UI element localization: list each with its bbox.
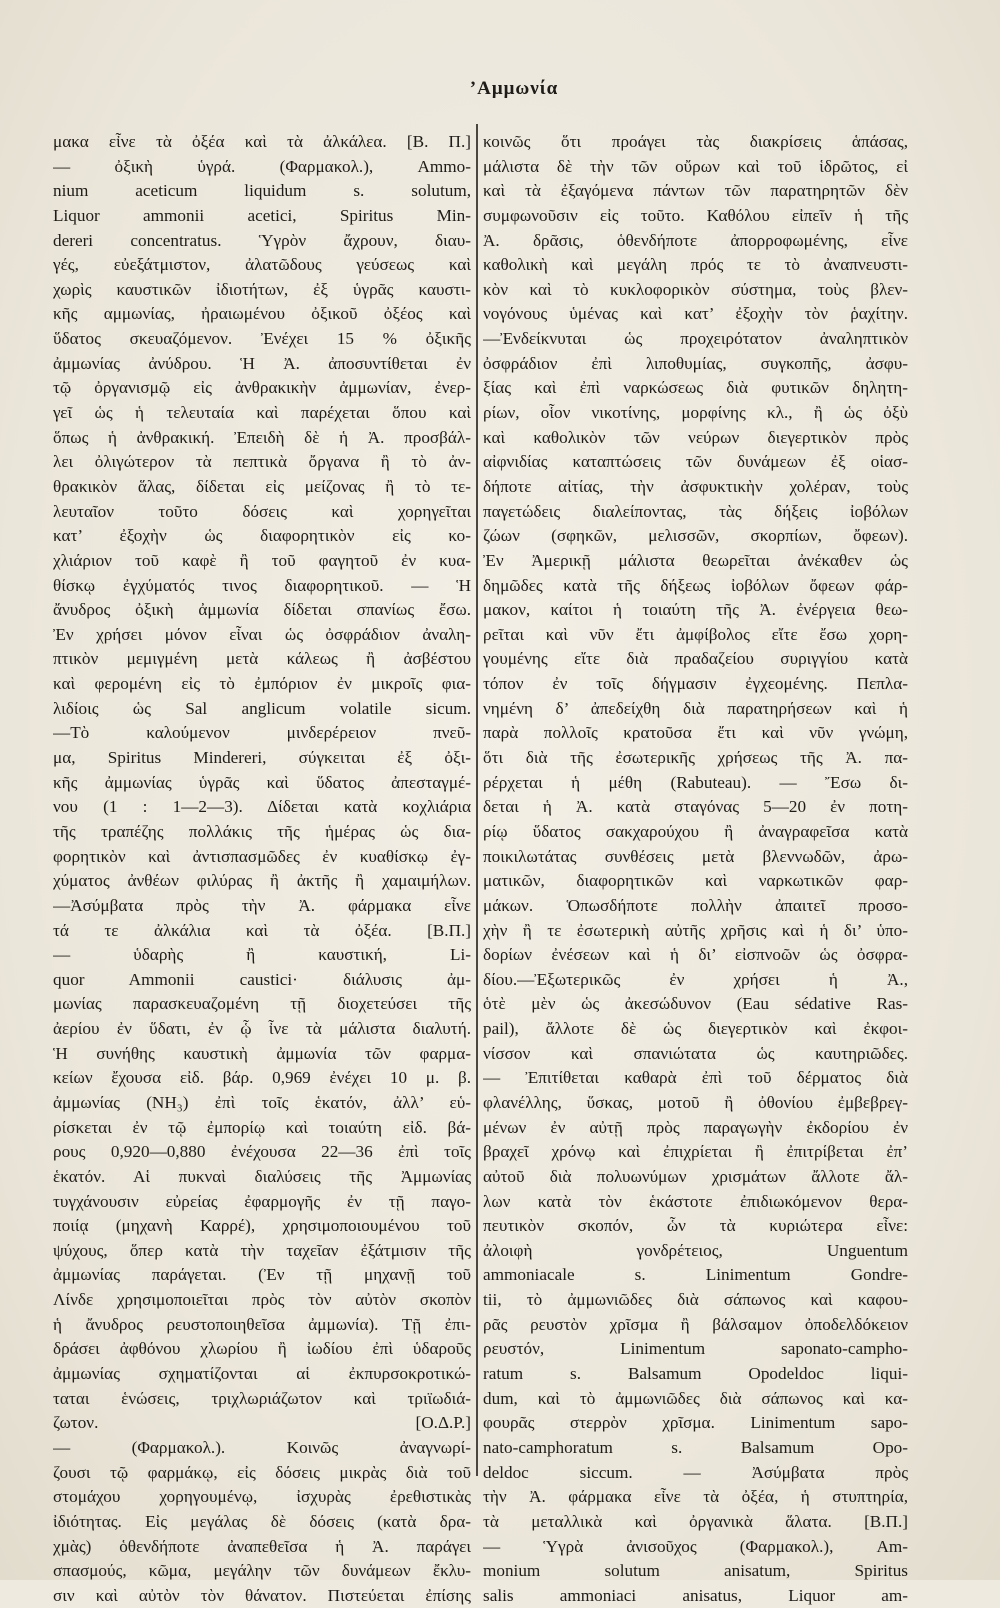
text-line: Ἐν Ἀμερικῇ μάλιστα θεωρεῖται ἀνέκαθεν ὡς	[483, 550, 908, 570]
text-line: nium aceticum liquidum s. solutum,	[53, 181, 471, 201]
text-line: ταται ἑνώσεις, τριχλωριάζωτον καὶ τριϊωδιά-	[53, 1388, 471, 1408]
text-line: στομάχου χορηγουμένῳ, ἰσχυρὰς ἐρεθιστικὰς	[53, 1487, 471, 1507]
text-line: dum, καὶ τὸ ἀμμωνιῶδες διὰ σάπωνος καὶ κα-	[483, 1388, 908, 1408]
text-line: ματικῶν, διαφορητικῶν καὶ ναρκωτικῶν φαρ-	[483, 871, 908, 891]
text-line: χλιάριον τοῦ καφὲ ἢ τοῦ φαγητοῦ ἐν κυα-	[53, 550, 471, 570]
text-line: βραχεῖ χρόνῳ καὶ ἐπιχρίεται ἢ ἐπιτρίβεται ἐπ’	[483, 1142, 908, 1162]
text-line: πευτικὸν σκοπόν, ὧν τὰ κυριώτερα εἶνε:	[483, 1216, 908, 1236]
text-line: ἀμμωνίας σχηματίζονται αἱ ἐκπυρσοκροτικώ-	[53, 1364, 471, 1384]
text-line: μένων ἐν αὐτῇ πρὸς παραγωγὴν ἐκδορίου ἐν	[483, 1117, 908, 1137]
text-line: —Τὸ καλούμενον μινδερέρειον πνεῦ-	[53, 723, 471, 743]
text-line: — Ὑγρὰ ἀνισοῦχος (Φαρμακολ.), Am-	[483, 1536, 908, 1556]
text-line: ἀερίου ἐν ὕδατι, ἐν ᾧ ἶνε τὰ μάλιστα διαλυτή.	[53, 1019, 471, 1039]
text-line: ρεῖται καὶ νῦν ἔτι ἀμφίβολος εἴτε ἔσω χορη-	[483, 624, 908, 644]
text-line: Ἐν χρήσει μόνον εἶναι ὡς ὀσφράδιον ἀναλη-	[53, 624, 471, 644]
text-line: ρους 0,920—0,880 ἐνέχουσα 22—36 ἐπὶ τοῖς	[53, 1142, 471, 1162]
text-line: καὶ τὰ ἐξαγόμενα πάντων τῶν παρατηρητῶν δὲν	[483, 181, 908, 201]
text-line: τῷ ὀργανισμῷ εἰς ἀνθρακικὴν ἀμμωνίαν, ἐνερ-	[53, 378, 471, 398]
text-line: ἑκατόν. Αἱ πυκναὶ διαλύσεις τῆς Ἀμμωνίας	[53, 1166, 471, 1186]
text-line: παρὰ πολλοῖς κρατοῦσα ἔτι καὶ νῦν γνώμη,	[483, 723, 908, 743]
text-line: χὴν ἢ τε ἐσωτερικὴ αὐτῆς χρῆσις καὶ ἡ δι’ ὑπο-	[483, 920, 908, 940]
text-line: — ὑδαρὴς ἢ καυστική, Li-	[53, 945, 471, 965]
text-line: γεῖ ὡς ἡ τελευταία καὶ παρέχεται ὅπου καὶ	[53, 403, 471, 423]
text-line: καθολικὴ καὶ μεγάλη πρός τε τὸ ἀναπνευστι-	[483, 255, 908, 275]
text-line: κείων ἔχουσα εἰδ. βάρ. 0,969 ἐνέχει 10 μ. β.	[53, 1068, 471, 1088]
text-line: λων κατὰ τὸν ἑκάστοτε ἐπιδιωκόμενον θερα-	[483, 1191, 908, 1211]
page-header	[0, 78, 1000, 100]
text-line: nato-camphoratum s. Balsamum Opo-	[483, 1437, 908, 1457]
text-line: λει ὀλιγώτερον τὰ πεπτικὰ ὄργανα ἢ τὸ ἀν-	[53, 452, 471, 472]
text-line: deldoc siccum. — Ἀσύμβατα πρὸς	[483, 1462, 908, 1482]
text-line: κατ’ ἐξοχὴν ὡς διαφορητικὸν εἰς κο-	[53, 526, 471, 546]
text-line: χύματος ἀνθέων φιλύρας ἢ ἀκτῆς ἢ χαμαιμήλων.	[53, 871, 471, 891]
text-line: quor Ammonii caustici· διάλυσις ἀμ-	[53, 969, 471, 989]
text-line: φουρᾶς στερρὸν χρῖσμα. Linimentum sapo-	[483, 1413, 908, 1433]
text-line: δορίων ἐνέσεων καὶ ἡ δι’ εἰσπνοῶν ὡς ὀσφρα-	[483, 945, 908, 965]
text-line: ζουσι τῷ φαρμάκῳ, εἰς δόσεις μικρὰς διὰ τοῦ	[53, 1462, 471, 1482]
text-line: συμφωνοῦσιν εἰς τοῦτο. Καθόλου εἰπεῖν ἡ τῆς	[483, 205, 908, 225]
text-line: θρακικὸν ἅλας, δίδεται εἰς μείζονας ἢ τὸ τε-	[53, 476, 471, 496]
text-line: ἄνυδρος ὀξικὴ ἀμμωνία δίδεται σπανίως ἔσω.	[53, 600, 471, 620]
text-line: ξίας καὶ ἐπὶ ναρκώσεως διὰ φυτικῶν δηλητη-	[483, 378, 908, 398]
text-line: μάλιστα δὲ τὴν τῶν οὔρων καὶ τοῦ ἱδρῶτος, εἰ	[483, 156, 908, 176]
text-line: ἡ ἄνυδρος ρευστοποιηθεῖσα ἀμμωνία). Τῇ ἐπι-	[53, 1314, 471, 1334]
text-line: tii, τὸ ἀμμωνιῶδες διὰ σάπωνος καὶ καφου-	[483, 1290, 908, 1310]
text-line: μα, Spiritus Mindereri, σύγκειται ἐξ ὀξι-	[53, 748, 471, 768]
left-column	[53, 130, 471, 1608]
text-line: ποικιλωτάτας συνθέσεις μετὰ βλεννωδῶν, ἀρω-	[483, 846, 908, 866]
text-line: μακον, καίτοι ἡ τοιαύτη τῆς Ἀ. ἐνέργεια θεω-	[483, 600, 908, 620]
text-line: γουμένης εἴτε διὰ πραδαζείου συριγγίου κατὰ	[483, 649, 908, 669]
text-line: ζωτον. [Ο.Δ.Ρ.]	[53, 1413, 471, 1433]
text-line: ζώων (σφηκῶν, μελισσῶν, σκορπίων, ὄφεων).	[483, 526, 908, 546]
running-head-title: ’Αμμωνία	[469, 78, 559, 99]
text-line: Liquor ammonii acetici, Spiritus Min-	[53, 205, 471, 225]
text-line: ἀμμωνίας παράγεται. (Ἐν τῇ μηχανῇ τοῦ	[53, 1265, 471, 1285]
text-line: ψύχους, ὅπερ κατὰ τὴν ταχεῖαν ἐξάτμισιν τῆς	[53, 1240, 471, 1260]
text-line: δημῶδες κατὰ τῆς δήξεως ἰοβόλων ὄφεων φάρ-	[483, 575, 908, 595]
text-line: ratum s. Balsamum Opodeldoc liqui-	[483, 1364, 908, 1384]
text-line: τόπον ἐν τοῖς δήγμασιν ἐγχεομένης. Πεπλα-	[483, 674, 908, 694]
text-line: λευταῖον τοῦτο δόσεις καὶ χορηγεῖται	[53, 501, 471, 521]
text-line: Λίνδε χρησιμοποιεῖται πρὸς τὸν αὐτὸν σκοπὸν	[53, 1290, 471, 1310]
text-line: κοινῶς ὅτι προάγει τὰς διακρίσεις ἁπάσας,	[483, 132, 908, 151]
text-line: Ἡ συνήθης καυστικὴ ἀμμωνία τῶν φαρμα-	[53, 1043, 471, 1063]
text-line: χωρὶς καυστικῶν ἰδιοτήτων, ἐξ ὑγρᾶς καυστι-	[53, 279, 471, 299]
text-line: dereri concentratus. Ὑγρὸν ἄχρουν, διαυ-	[53, 230, 471, 250]
text-line: νου (1 : 1—2—3). Δίδεται κατὰ κοχλιάρια	[53, 797, 471, 817]
text-line: ρέρχεται ἡ μέθη (Rabuteau). — Ἔσω δι-	[483, 772, 908, 792]
text-line: ammoniacale s. Linimentum Gondre-	[483, 1265, 908, 1285]
text-line: ποιίᾳ (μηχανὴ Καρρέ), χρησιμοποιουμένου τοῦ	[53, 1216, 471, 1236]
text-line: τὰ μεταλλικὰ καὶ ὀργανικὰ ἅλατα. [Β.Π.]	[483, 1511, 908, 1531]
text-line: ἀμμωνίας (NH₃) ἐπὶ τοῖς ἑκατόν, ἀλλ’ εὑ-	[53, 1092, 471, 1112]
text-line: ὅπως ἡ ἀνθρακική. Ἐπειδὴ δὲ ἡ Ἀ. προσβάλ-	[53, 427, 471, 447]
text-line: θίσκῳ ἐγχύματός τινος διαφορητικοῦ. — Ἡ	[53, 575, 471, 595]
text-line: ὕδατος σκευαζόμενον. Ἐνέχει 15 % ὀξικῆς	[53, 329, 471, 349]
text-line: νίσσον καὶ σπανιώτατα ὡς καυτηριῶδες.	[483, 1043, 908, 1063]
text-line: ρᾶς ρευστὸν χρῖσμα ἢ βάλσαμον ὀποδελδόκειον	[483, 1314, 908, 1334]
text-line: ρίῳ ὕδατος σακχαρούχου ἢ ἀναγραφεῖσα κατὰ	[483, 821, 908, 841]
text-line: ἀλοιφὴ γονδρέτειος, Unguentum	[483, 1240, 908, 1260]
text-line: λιδίοις ὡς Sal anglicum volatile sicum.	[53, 698, 471, 718]
text-line: — ὀξικὴ ὑγρά. (Φαρμακολ.), Ammo-	[53, 156, 471, 176]
text-line: κὸν καὶ τὸ κυκλοφορικὸν σύστημα, τοὺς βλεν-	[483, 279, 908, 299]
text-line: Ἀ. δρᾶσις, ὁθενδήποτε ἀπορροφωμένης, εἶνε	[483, 230, 908, 250]
text-line: φορητικὸν καὶ ἀντισπασμῶδες ἐν κυαθίσκῳ ἐγ-	[53, 846, 471, 866]
text-line: τῆς τραπέζης πολλάκις τῆς ἡμέρας ὡς δια-	[53, 821, 471, 841]
text-line: χμὰς) ὁθενδήποτε ἀναπεθεῖσα ἡ Ἀ. παράγει	[53, 1536, 471, 1556]
text-line: μωνίας παρασκευαζομένη τῇ διοχετεύσει τῆς	[53, 994, 471, 1014]
text-line: ὀσφράδιον ἐπὶ λιποθυμίας, συγκοπῆς, ἀσφυ-	[483, 353, 908, 373]
text-line: αὐτοῦ διὰ πολυωνύμων χρισμάτων ἄλλοτε ἄλ-	[483, 1166, 908, 1186]
column-divider	[476, 124, 478, 1476]
text-line: καὶ φερομένη εἰς τὸ ἐμπόριον ἐν μικροῖς φια-	[53, 674, 471, 694]
text-line: νογόνους ὑμένας καὶ κατ’ ἐξοχὴν τὸν ῥαχίτην.	[483, 304, 908, 324]
text-line: ἰδιότητας. Εἰς μεγάλας δὲ δόσεις (κατὰ δρα-	[53, 1511, 471, 1531]
text-line: δράσει ἀφθόνου χλωρίου ἢ ἰωδίου ἐπὶ ὑδαροῦς	[53, 1339, 471, 1359]
text-line: pail), ἄλλοτε δὲ ὡς διεγερτικὸν καὶ ἐκφοι-	[483, 1019, 908, 1039]
text-line: αἰφνιδίας καταπτώσεις τῶν δυνάμεων ἐξ οἱασ-	[483, 452, 908, 472]
text-line: ρίσκεται ἐν τῷ ἐμπορίῳ καὶ τοιαύτη εἰδ. βά-	[53, 1117, 471, 1137]
text-line: σπασμούς, κῶμα, μεγάλην τῶν δυνάμεων ἔκλυ-	[53, 1561, 471, 1581]
text-line: ρίων, οἷον νικοτίνης, μορφίνης κλ., ἢ ὡς ὀξὺ	[483, 403, 908, 423]
text-line: κῆς ἀμμωνίας ὑγρᾶς καὶ ὕδατος ἀπεσταγμέ-	[53, 772, 471, 792]
text-line: γές, εὐεξάτμιστον, ἀλατῶδους γεύσεως καὶ	[53, 255, 471, 275]
text-line: salis ammoniaci anisatus, Liquor am-	[483, 1585, 908, 1605]
text-line: καὶ καθολικὸν τῶν νεύρων διεγερτικὸν πρὸς	[483, 427, 908, 447]
text-line: ὁτὲ μὲν ὡς ἀκεσώδυνον (Eau sédative Ras-	[483, 994, 908, 1014]
text-line: τά τε ἀλκάλια καὶ τὰ ὀξέα. [Β.Π.]	[53, 920, 471, 940]
text-line: — (Φαρμακολ.). Κοινῶς ἀναγνωρί-	[53, 1437, 471, 1457]
text-line: ὅτι διὰ τῆς ἐσωτερικῆς χρήσεως τῆς Ἀ. πα-	[483, 748, 908, 768]
text-line: —Ἐνδείκνυται ὡς προχειρότατον ἀναληπτικὸν	[483, 329, 908, 349]
text-line: δεται ἡ Ἀ. κατὰ σταγόνας 5—20 ἐν ποτη-	[483, 797, 908, 817]
text-line: ρευστόν, Linimentum saponato-campho-	[483, 1339, 908, 1359]
text-line: τυγχάνουσιν εὐρείας ἐφαρμογῆς ἐν τῇ παγο-	[53, 1191, 471, 1211]
text-line: μάκων. Ὁπωσδήποτε πολλὴν ἀπαιτεῖ προσο-	[483, 895, 908, 915]
text-line: δήποτε αἰτίας, τὴν ἀσφυκτικὴν χολέραν, τοὺς	[483, 476, 908, 496]
text-line: τὴν Ἀ. φάρμακα εἶνε τὰ ὀξέα, ἡ στυπτηρία,	[483, 1487, 908, 1507]
text-line: — Ἐπιτίθεται καθαρὰ ἐπὶ τοῦ δέρματος διὰ	[483, 1068, 908, 1088]
text-line: —Ἀσύμβατα πρὸς τὴν Ἀ. φάρμακα εἶνε	[53, 895, 471, 915]
right-column	[483, 130, 908, 1608]
text-line: κῆς αμμωνίας, ἠραιωμένου ὀξικοῦ ὀξέος καὶ	[53, 304, 471, 324]
text-line: ἀμμωνίας ἀνύδρου. Ἡ Ἀ. ἀποσυντίθεται ἐν	[53, 353, 471, 373]
text-line: νημένη δ’ ἀπεδείχθη διὰ παρατηρήσεων καὶ ἡ	[483, 698, 908, 718]
text-line: σιν καὶ αὐτὸν τὸν θάνατον. Πιστεύεται ἐπίσης	[53, 1585, 471, 1605]
text-line: δίου.—Ἐξωτερικῶς ἐν χρήσει ἡ Ἀ.,	[483, 969, 908, 989]
text-line: monium solutum anisatum, Spiritus	[483, 1561, 908, 1581]
text-line: παγετώδεις διαλείποντας, τὰς δήξεις ἰοβόλων	[483, 501, 908, 521]
text-line: φλανέλλης, ὕσκας, μοτοῦ ἢ ὀθονίου ἐμβεβρεγ-	[483, 1092, 908, 1112]
text-line: πτικὸν μεμιγμένη μετὰ κάλεως ἢ ἀσβέστου	[53, 649, 471, 669]
text-line: μακα εἶνε τὰ ὀξέα καὶ τὰ ἀλκάλεα. [Β. Π.]	[53, 132, 471, 151]
